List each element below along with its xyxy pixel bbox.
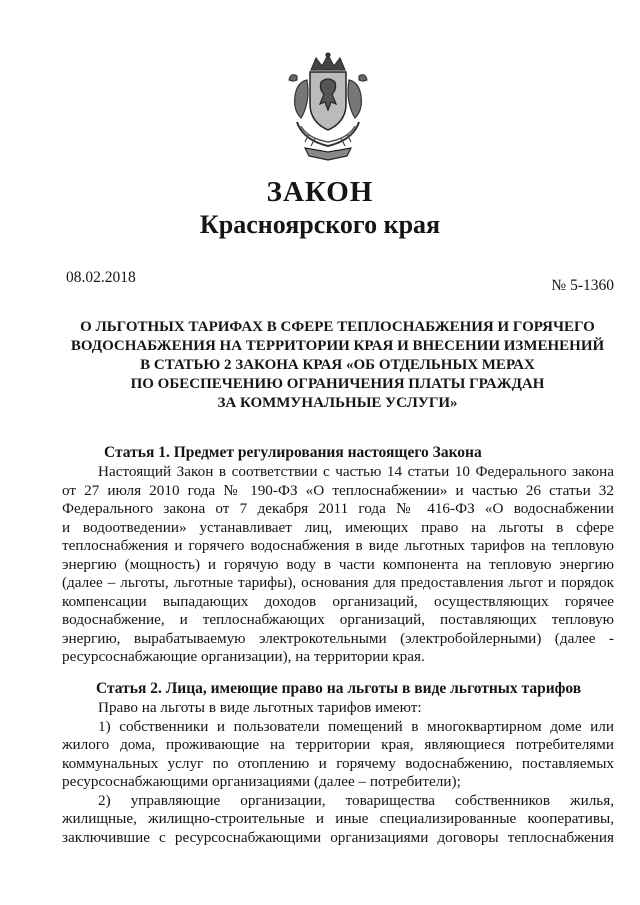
heading-line: ЗА КОММУНАЛЬНЫЕ УСЛУГИ» (217, 395, 458, 411)
heading-line: ПО ОБЕСПЕЧЕНИЮ ОГРАНИЧЕНИЯ ПЛАТЫ ГРАЖДАН (130, 376, 545, 392)
paragraph-line: 1) собственники и пользователи помещений в многоквартирном доме или (98, 717, 614, 735)
article-1-text (62, 463, 614, 667)
law-subtitle: Красноярского края (199, 210, 441, 239)
paragraph-line: жилищные, жилищно-строительные и иные специализированные кооперативы, (62, 810, 614, 827)
paragraph-line: теплоснабжения и горячего водоснабжения в виде льготных тарифов на тепловую (62, 537, 614, 554)
paragraph-line: коммунальных услуг по отоплению и горячему водоснабжению, поставляемых (62, 754, 614, 772)
law-heading (50, 318, 625, 413)
paragraph-line: водоснабжение, и теплоснабжающих организаций, поставляющих тепловую (62, 611, 614, 628)
paragraph-line: 2) управляющие организации, товарищества собственников жилья, (98, 791, 614, 809)
article-1-title: Статья 1. Предмет регулирования настоящего Закона (104, 444, 482, 461)
law-title: ЗАКОН (266, 176, 374, 208)
article-2-text (62, 699, 614, 847)
article-2 (62, 680, 614, 847)
paragraph-line: энергию (мощность) и горячую воду в части компонента на тепловую энергию (62, 555, 614, 573)
paragraph-line: ресурсоснабжающими организациями (далее – потребители); (62, 773, 461, 790)
paragraph-line: Федерального закона от 7 декабря 2011 года № 416-ФЗ «О водоснабжении (62, 500, 614, 517)
heading-line: В СТАТЬЮ 2 ЗАКОНА КРАЯ «ОБ ОТДЕЛЬНЫХ МЕРАХ (140, 357, 535, 373)
paragraph-line: ресурсоснабжающие организации), на территории края. (62, 648, 425, 665)
article-1 (62, 444, 614, 667)
paragraph-line: энергию, вырабатываемую электрокотельными (электробойлерными) (далее - (62, 629, 614, 647)
paragraph-line: жилого дома, проживающие на территории края, являющиеся потребителями (62, 736, 614, 753)
paragraph-line: компенсации выпадающих доходов организаций, осуществляющих горячее (62, 592, 614, 610)
paragraph-line: Право на льготы в виде льготных тарифов имеют: (98, 699, 422, 716)
paragraph-line: и водоотведении» устанавливает лиц, имеющих право на льготы в сфере (62, 518, 614, 536)
paragraph-line: заключившие с ресурсоснабжающими организациями договоры теплоснабжения (62, 828, 614, 846)
document-date: 08.02.2018 (66, 269, 136, 286)
paragraph-line: от 27 июля 2010 года № 190-ФЗ «О теплоснабжении» и частью 26 статьи 32 (62, 481, 614, 499)
heading-line: ВОДОСНАБЖЕНИЯ НА ТЕРРИТОРИИ КРАЯ И ВНЕСЕНИИ ИЗМЕНЕНИЙ (70, 338, 605, 354)
article-2-title: Статья 2. Лица, имеющие право на льготы в виде льготных тарифов (96, 680, 582, 697)
paragraph-line: (далее – льготы, льготные тарифы), основания для предоставления льгот и порядок (62, 574, 614, 591)
krasnoyarsk-coat-of-arms-icon (283, 52, 373, 164)
paragraph-line: Настоящий Закон в соответствии с частью 14 статьи 10 Федерального закона (98, 463, 614, 480)
document-number: № 5-1360 (551, 277, 614, 294)
heading-line: О ЛЬГОТНЫХ ТАРИФАХ В СФЕРЕ ТЕПЛОСНАБЖЕНИЯ И ГОРЯЧЕГО (80, 319, 595, 335)
